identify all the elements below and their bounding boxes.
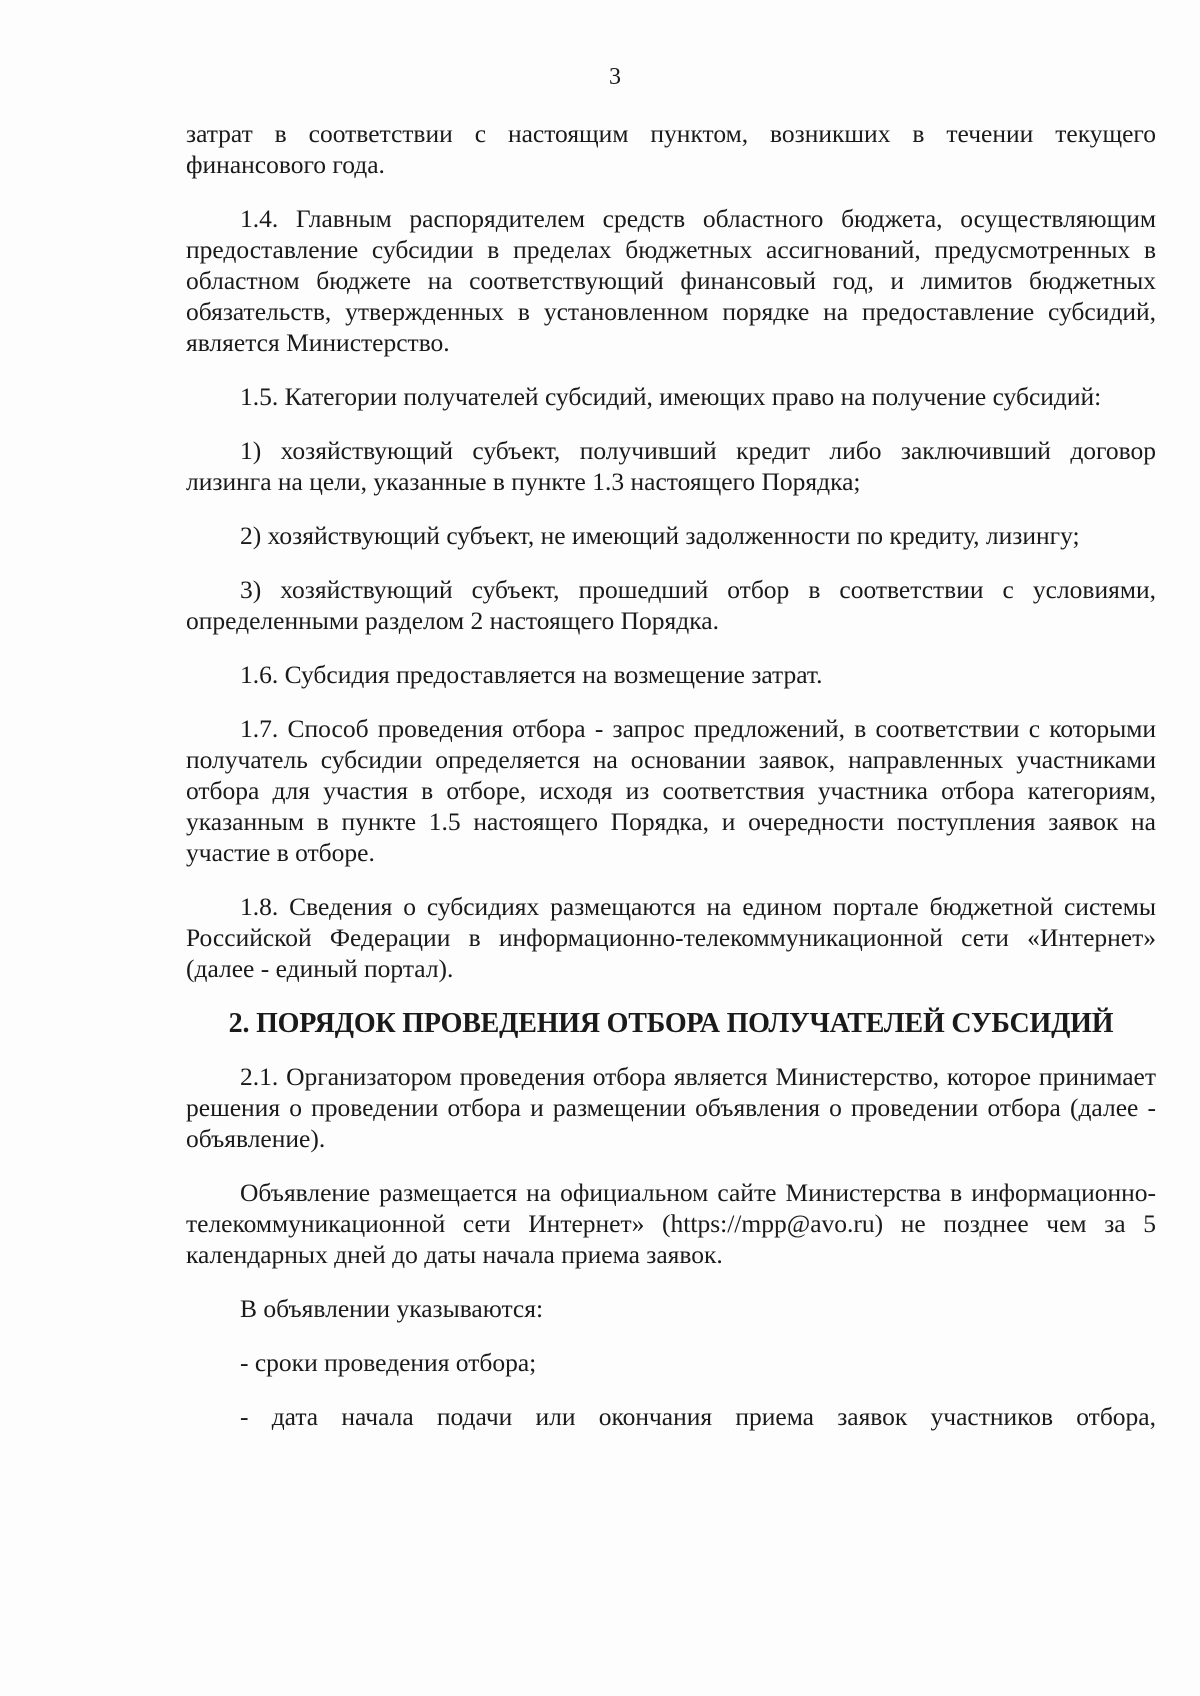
list-item-3: 3) хозяйствующий субъект, прошедший отбор в соответствии с условиями, определенными разделом 2 настоящего Порядка. bbox=[186, 575, 1156, 635]
page-number: 3 bbox=[609, 64, 621, 90]
bullet-item-dates: - дата начала подачи или окончания приема заявок участников отбора, bbox=[240, 1402, 1156, 1431]
paragraph-1-4: 1.4. Главным распорядителем средств областного бюджета, осуществляющим предоставление субсидии в пределах бюджетных ассигнований, предусмотренных в областном бюджете на соответствующий финансовый год, и лимитов бюджетных обязательств, утвержденных в установленном порядке на предоставление субсидий, является Министерство. bbox=[186, 204, 1156, 357]
section-heading-2: 2. ПОРЯДОК ПРОВЕДЕНИЯ ОТБОРА ПОЛУЧАТЕЛЕЙ СУБСИДИЙ bbox=[228, 1008, 1114, 1039]
paragraph-1-5: 1.5. Категории получателей субсидий, имеющих право на получение субсидий: bbox=[240, 382, 1102, 411]
bullet-item-terms: - сроки проведения отбора; bbox=[240, 1348, 537, 1377]
document-body bbox=[186, 118, 1156, 1432]
paragraph-1-8: 1.8. Сведения о субсидиях размещаются на едином портале бюджетной системы Российской Федерации в информационно-телекоммуникационной сети «Интернет» (далее - единый портал). bbox=[186, 892, 1156, 983]
paragraph-continuation: затрат в соответствии с настоящим пунктом, возникших в течении текущего финансового года. bbox=[186, 119, 1156, 179]
paragraph-1-7: 1.7. Способ проведения отбора - запрос предложений, в соответствии с которыми получатель субсидии определяется на основании заявок, направленных участниками отбора для участия в отборе, исходя из соответствия участника отбора категориям, указанным в пункте 1.5 настоящего Порядка, и очередности поступления заявок на участие в отборе. bbox=[186, 714, 1156, 867]
list-item-1: 1) хозяйствующий субъект, получивший кредит либо заключивший договор лизинга на цели, указанные в пункте 1.3 настоящего Порядка; bbox=[186, 436, 1156, 496]
paragraph-2-1-announcement: Объявление размещается на официальном сайте Министерства в информационно-телекоммуникационной сети Интернет» (https://mpp@avo.ru) не позднее чем за 5 календарных дней до даты начала приема заявок. bbox=[186, 1178, 1156, 1269]
paragraph-2-1-contents-intro: В объявлении указываются: bbox=[240, 1294, 544, 1323]
list-item-2: 2) хозяйствующий субъект, не имеющий задолженности по кредиту, лизингу; bbox=[240, 521, 1080, 550]
paragraph-1-6: 1.6. Субсидия предоставляется на возмещение затрат. bbox=[240, 660, 823, 689]
paragraph-2-1: 2.1. Организатором проведения отбора является Министерство, которое принимает решения о проведении отбора и размещении объявления о проведении отбора (далее - объявление). bbox=[186, 1062, 1156, 1153]
